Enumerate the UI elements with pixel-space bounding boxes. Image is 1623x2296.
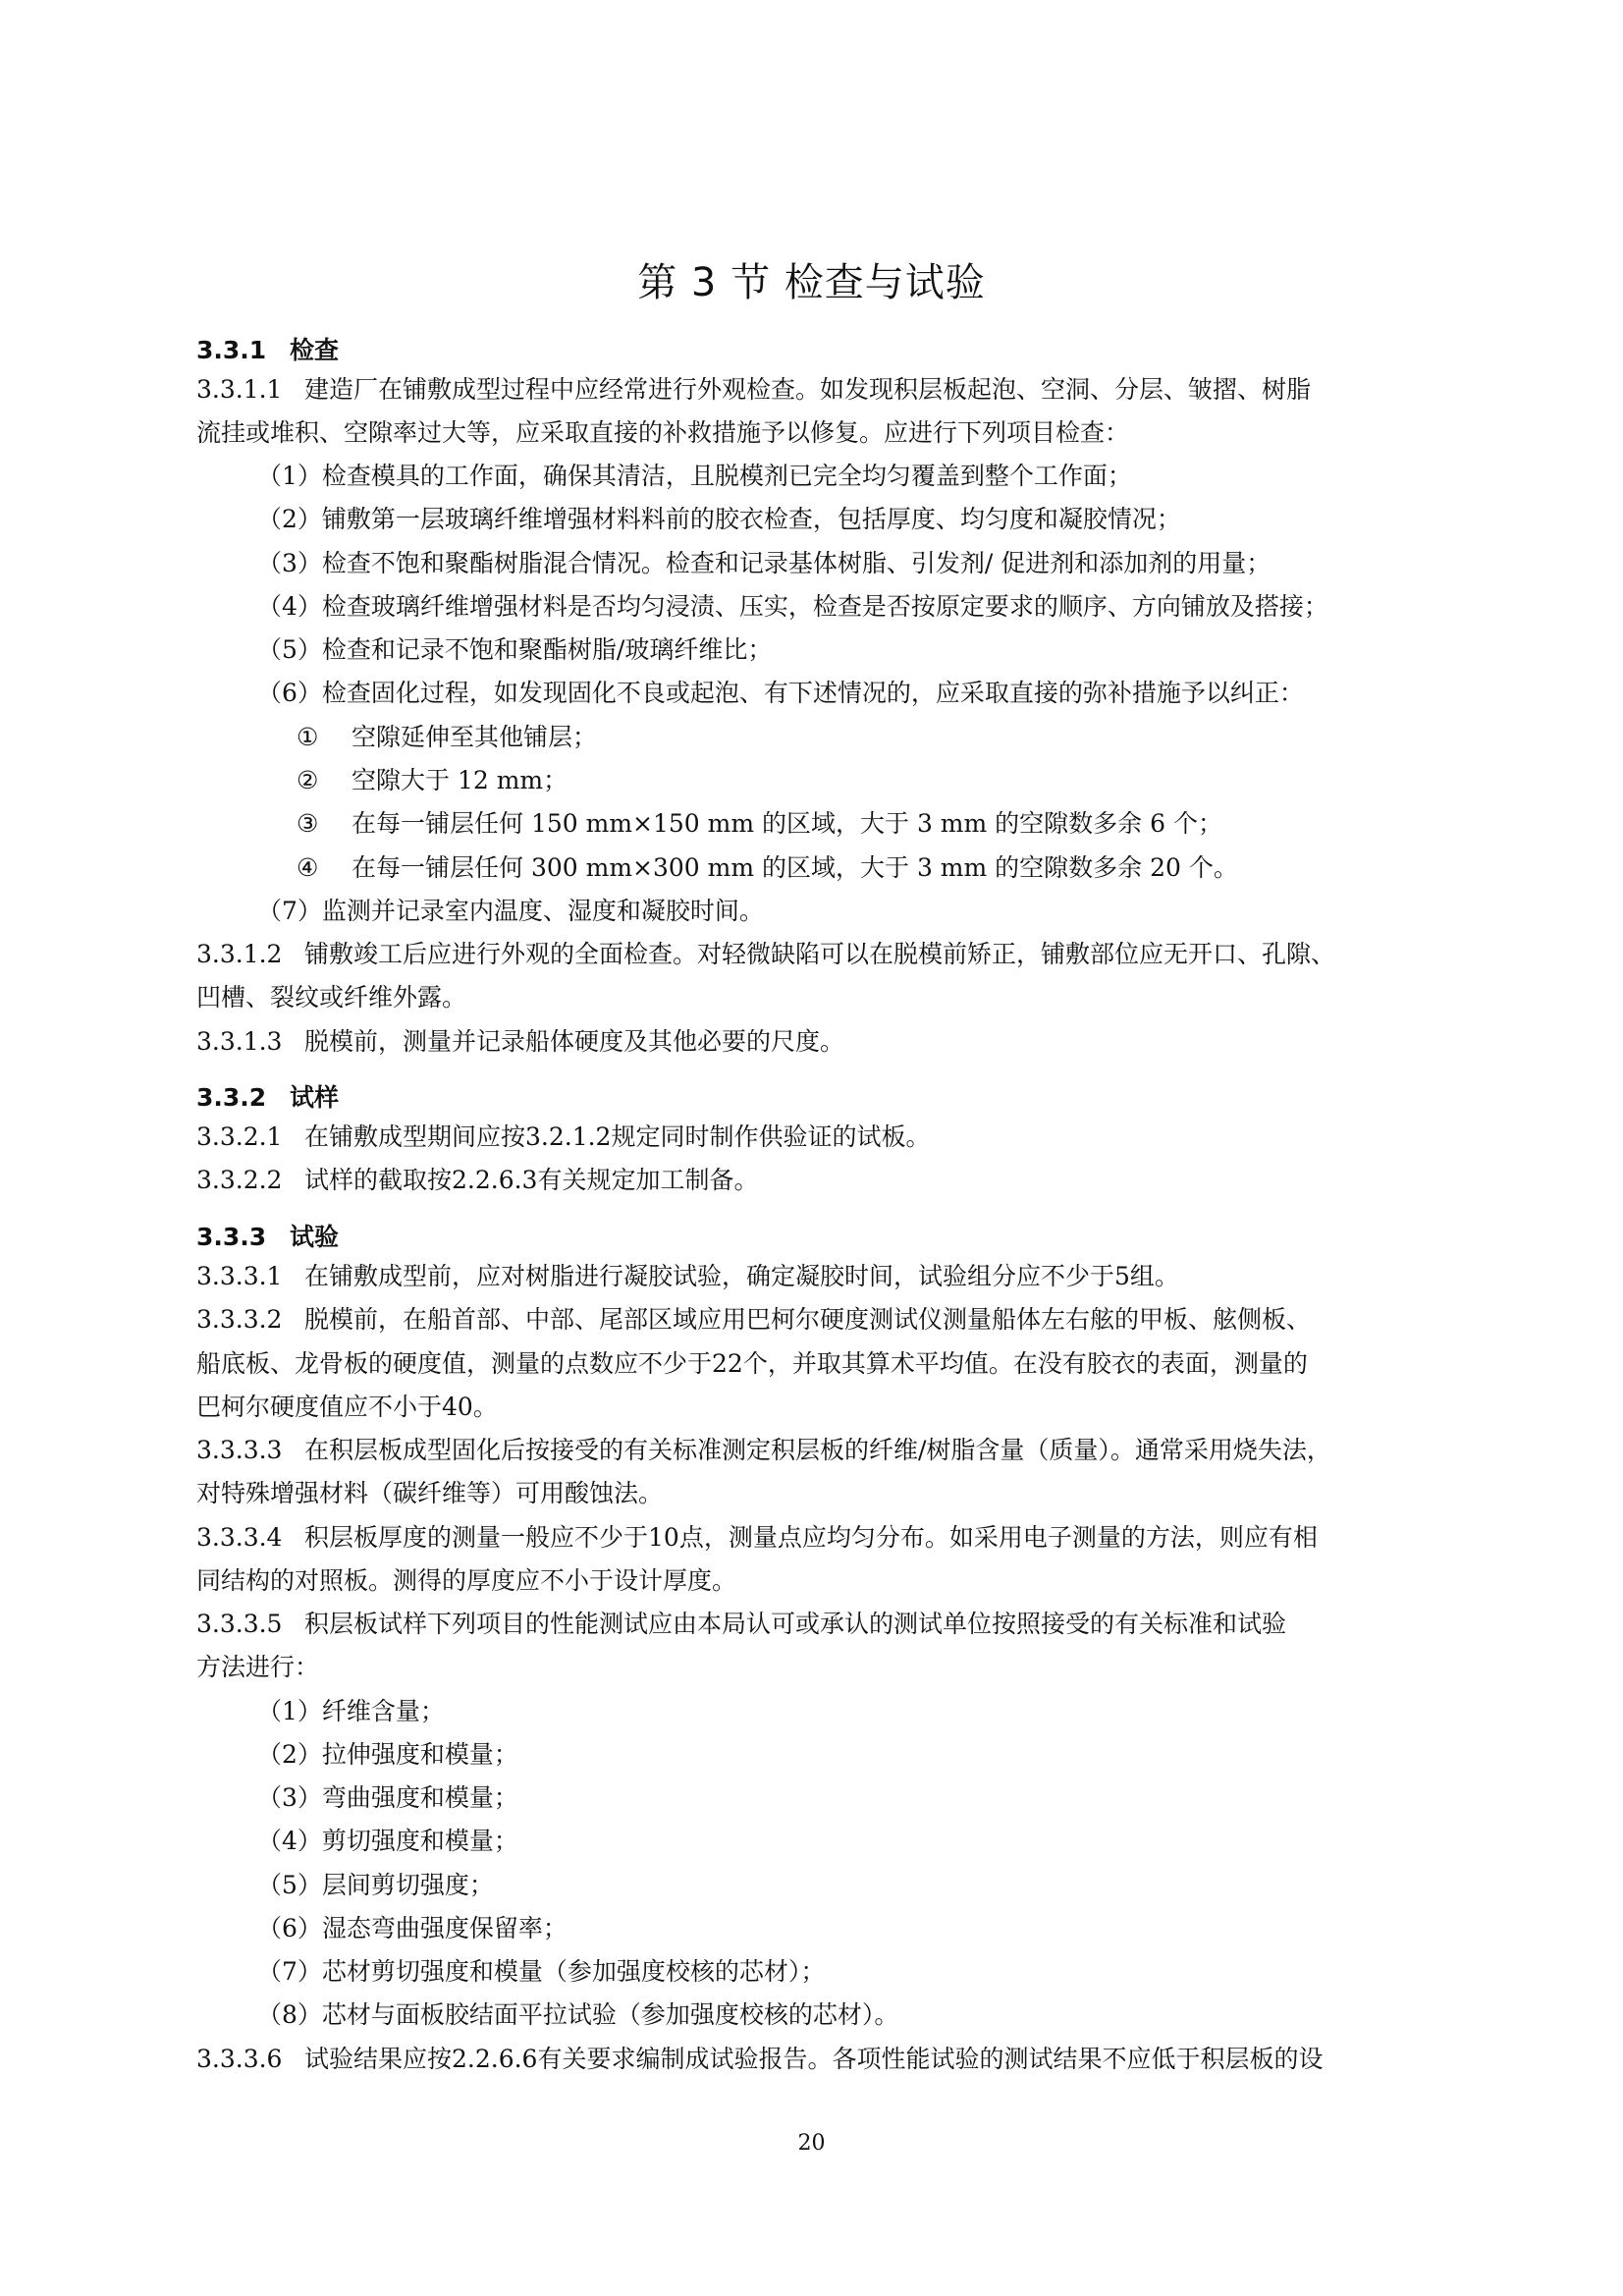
paragraph-3-3-1-3 bbox=[196, 1026, 1463, 1058]
clause-number: 3.3.1.1 bbox=[196, 375, 283, 404]
sub-item-text: 在每一铺层任何 300 mm×300 mm 的区域，大于 3 mm 的空隙数多余 20 个。 bbox=[352, 853, 1238, 882]
clause-number: 3.3.2.2 bbox=[196, 1166, 283, 1194]
sub-item-marker: ② bbox=[297, 766, 319, 794]
paragraph-3-3-3-1 bbox=[196, 1261, 1463, 1292]
heading-number: 3.3.1 bbox=[196, 336, 267, 364]
check-item-4: （4）检查玻璃纤维增强材料是否均匀浸渍、压实，检查是否按原定要求的顺序、方向铺放及搭接； bbox=[257, 592, 1328, 621]
test-item-3: （3）弯曲强度和模量； bbox=[257, 1783, 518, 1812]
paragraph-text: 建造厂在铺敷成型过程中应经常进行外观检查。如发现积层板起泡、空洞、分层、皱摺、树脂 bbox=[304, 375, 1312, 404]
sub-item-marker: ① bbox=[297, 723, 319, 751]
paragraph-text: 铺敷竣工后应进行外观的全面检查。对轻微缺陷可以在脱模前矫正，铺敷部位应无开口、孔隙、 bbox=[304, 940, 1336, 968]
check-item-1: （1）检查模具的工作面，确保其清洁，且脱模剂已完全均匀覆盖到整个工作面； bbox=[257, 462, 1132, 490]
check-item-6: （6）检查固化过程，如发现固化不良或起泡、有下述情况的，应采取直接的弥补措施予以纠正： bbox=[257, 679, 1304, 707]
heading-number: 3.3.3 bbox=[196, 1223, 267, 1251]
test-item-2: （2）拉伸强度和模量； bbox=[257, 1740, 518, 1769]
paragraph-3-3-1-1-line-2: 流挂或堆积、空隙率过大等，应采取直接的补救措施予以修复。应进行下列项目检查： bbox=[196, 418, 1130, 447]
test-item-6: （6）湿态弯曲强度保留率； bbox=[257, 1914, 568, 1942]
sub-item-2 bbox=[297, 765, 568, 796]
sub-item-marker: ④ bbox=[297, 853, 319, 882]
heading-3-3-2 bbox=[196, 1078, 339, 1114]
sub-item-4 bbox=[297, 852, 1238, 884]
paragraph-text: 在铺敷成型前，应对树脂进行凝胶试验，确定凝胶时间，试验组分应不少于5组。 bbox=[304, 1262, 1179, 1290]
paragraph-3-3-2-2 bbox=[196, 1165, 1463, 1196]
sub-item-marker: ③ bbox=[297, 809, 319, 838]
heading-number: 3.3.2 bbox=[196, 1083, 267, 1112]
clause-number: 3.3.2.1 bbox=[196, 1122, 283, 1151]
check-item-5: （5）检查和记录不饱和聚酯树脂/玻璃纤维比； bbox=[257, 635, 773, 664]
paragraph-3-3-1-1-line-1 bbox=[196, 374, 1463, 406]
test-item-8: （8）芯材与面板胶结面平拉试验（参加强度校核的芯材）。 bbox=[257, 2000, 899, 2029]
paragraph-3-3-1-2-line-2: 凹槽、裂纹或纤维外露。 bbox=[196, 983, 467, 1011]
clause-number: 3.3.3.4 bbox=[196, 1523, 283, 1552]
paragraph-text: 在铺敷成型期间应按3.2.1.2规定同时制作供验证的试板。 bbox=[304, 1122, 931, 1151]
check-item-2: （2）铺敷第一层玻璃纤维增强材料料前的胶衣检查，包括厚度、均匀度和凝胶情况； bbox=[257, 505, 1181, 533]
clause-number: 3.3.1.2 bbox=[196, 940, 283, 968]
test-item-1: （1）纤维含量； bbox=[257, 1697, 445, 1725]
heading-label: 试验 bbox=[290, 1223, 340, 1251]
paragraph-text: 试样的截取按2.2.6.3有关规定加工制备。 bbox=[304, 1166, 759, 1194]
clause-number: 3.3.1.3 bbox=[196, 1027, 283, 1056]
check-item-3: （3）检查不饱和聚酯树脂混合情况。检查和记录基体树脂、引发剂/ 促进剂和添加剂的用量； bbox=[257, 549, 1271, 577]
paragraph-3-3-3-5-line-1 bbox=[196, 1609, 1463, 1640]
paragraph-3-3-3-6-line-1 bbox=[196, 2044, 1463, 2075]
sub-item-text: 空隙延伸至其他铺层； bbox=[352, 723, 598, 751]
paragraph-3-3-3-5-line-2: 方法进行： bbox=[196, 1653, 320, 1681]
paragraph-3-3-3-2-line-1 bbox=[196, 1304, 1463, 1336]
heading-label: 检查 bbox=[290, 336, 340, 364]
page-number: 20 bbox=[797, 2131, 826, 2156]
paragraph-3-3-3-3-line-2: 对特殊增强材料（碳纤维等）可用酸蚀法。 bbox=[196, 1479, 664, 1507]
paragraph-text: 脱模前，在船首部、中部、尾部区域应用巴柯尔硬度测试仪测量船体左右舷的甲板、舷侧板、 bbox=[304, 1305, 1312, 1334]
paragraph-3-3-1-2-line-1 bbox=[196, 939, 1463, 970]
test-item-7: （7）芯材剪切强度和模量（参加强度校核的芯材）； bbox=[257, 1957, 826, 1986]
clause-number: 3.3.3.3 bbox=[196, 1436, 283, 1464]
clause-number: 3.3.3.1 bbox=[196, 1262, 283, 1290]
check-item-7: （7）监测并记录室内温度、湿度和凝胶时间。 bbox=[257, 897, 764, 925]
paragraph-3-3-3-2-line-3: 巴柯尔硬度值应不小于40。 bbox=[196, 1393, 498, 1421]
sub-item-text: 空隙大于 12 mm； bbox=[352, 766, 568, 794]
test-item-4: （4）剪切强度和模量； bbox=[257, 1827, 518, 1855]
sub-item-text: 在每一铺层任何 150 mm×150 mm 的区域，大于 3 mm 的空隙数多余 6 个； bbox=[352, 809, 1222, 838]
clause-number: 3.3.3.6 bbox=[196, 2045, 283, 2073]
test-item-5: （5）层间剪切强度； bbox=[257, 1871, 494, 1899]
paragraph-3-3-3-2-line-2: 船底板、龙骨板的硬度值，测量的点数应不少于22个，并取其算术平均值。在没有胶衣的表面，测量的 bbox=[196, 1349, 1308, 1378]
paragraph-text: 试验结果应按2.2.6.6有关要求编制成试验报告。各项性能试验的测试结果不应低于积层板的设 bbox=[304, 2045, 1324, 2073]
paragraph-3-3-2-1 bbox=[196, 1121, 1463, 1153]
heading-3-3-1 bbox=[196, 331, 339, 366]
paragraph-3-3-3-4-line-2: 同结构的对照板。测得的厚度应不小于设计厚度。 bbox=[196, 1566, 737, 1595]
section-title: 第 3 节 检查与试验 bbox=[637, 260, 986, 305]
heading-3-3-3 bbox=[196, 1218, 339, 1253]
paragraph-text: 积层板试样下列项目的性能测试应由本局认可或承认的测试单位按照接受的有关标准和试验 bbox=[304, 1610, 1287, 1638]
clause-number: 3.3.3.2 bbox=[196, 1305, 283, 1334]
clause-number: 3.3.3.5 bbox=[196, 1610, 283, 1638]
paragraph-text: 积层板厚度的测量一般应不少于10点，测量点应均匀分布。如采用电子测量的方法，则应有相 bbox=[304, 1523, 1318, 1552]
paragraph-text: 脱模前，测量并记录船体硬度及其他必要的尺度。 bbox=[304, 1027, 845, 1056]
sub-item-3 bbox=[297, 808, 1222, 840]
paragraph-3-3-3-3-line-1 bbox=[196, 1435, 1463, 1466]
paragraph-3-3-3-4-line-1 bbox=[196, 1522, 1463, 1554]
heading-label: 试样 bbox=[290, 1083, 340, 1112]
paragraph-text: 在积层板成型固化后按接受的有关标准测定积层板的纤维/树脂含量（质量）。通常采用烧失法， bbox=[304, 1436, 1331, 1464]
sub-item-1 bbox=[297, 722, 597, 753]
